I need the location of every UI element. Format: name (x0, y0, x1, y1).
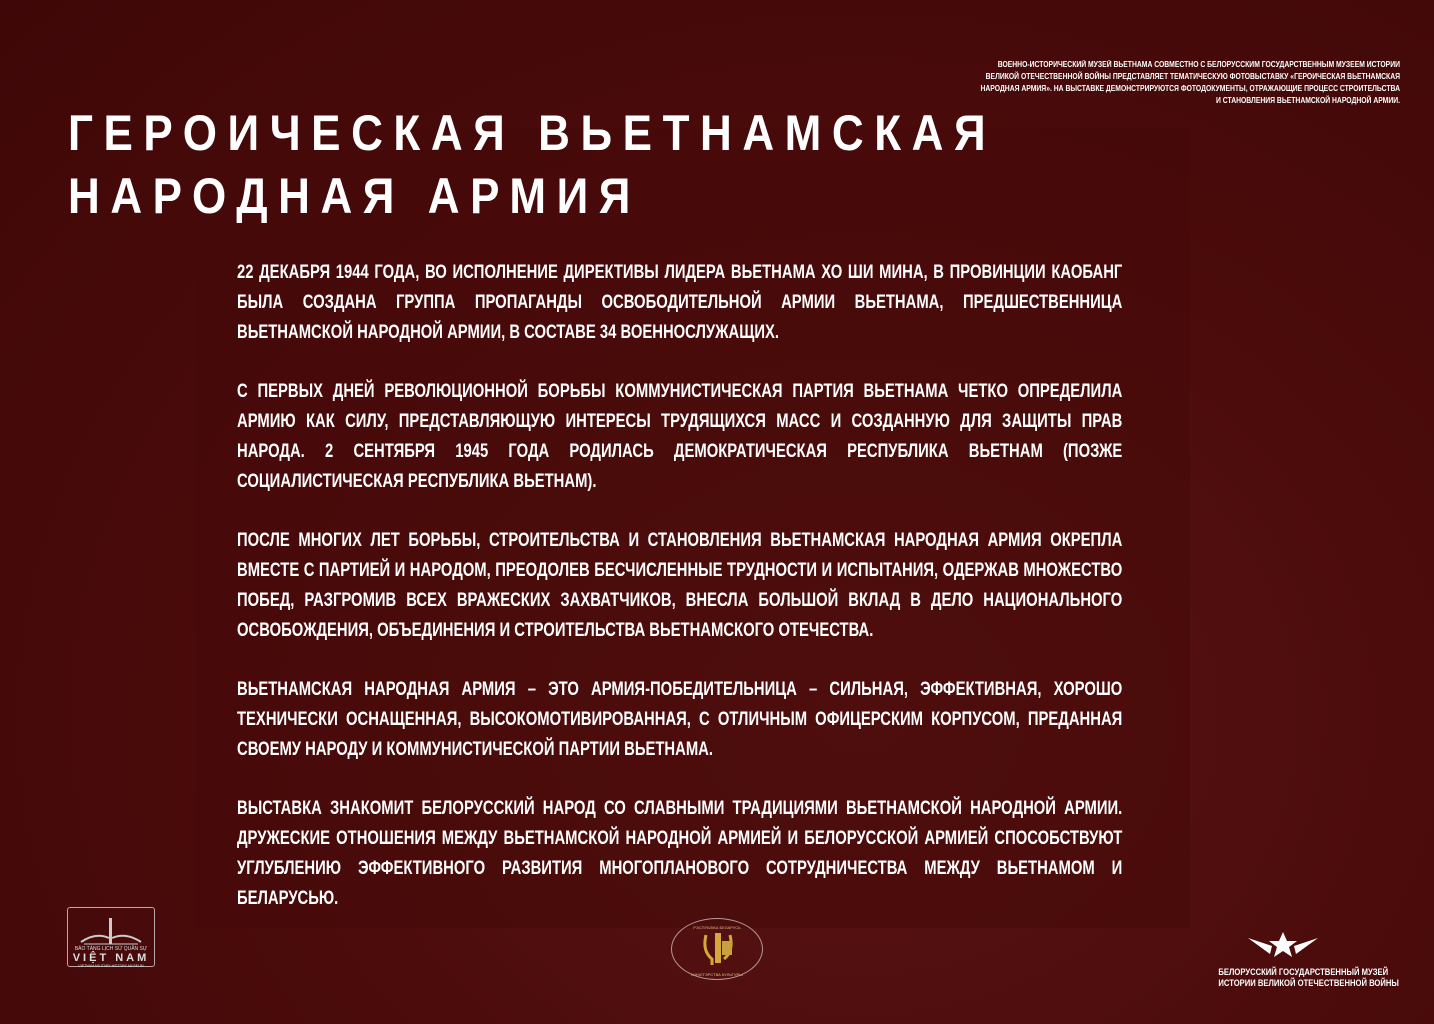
logo-bottom-text: МІНІСТЭРСТВА КУЛЬТУРЫ (691, 972, 743, 977)
logo-sub-text: VIETNAM MILITARY HISTORY MUSEUM (78, 964, 144, 968)
title-line-2: НАРОДНАЯ АРМИЯ (68, 168, 642, 224)
belarus-ww2-museum-logo (1207, 932, 1399, 989)
intro-text: ВОЕННО-ИСТОРИЧЕСКИЙ МУЗЕЙ ВЬЕТНАМА СОВМЕСТНО С БЕЛОРУССКИМ ГОСУДАРСТВЕННЫМ МУЗЕЕМ ИСТОРИИ ВЕЛИКОЙ ОТЕЧЕСТВЕННОЙ ВОЙНЫ ПРЕДСТАВЛЯЕТ ТЕМАТИЧЕСКУЮ ФОТОВЫСТАВКУ «ГЕРОИЧЕСКАЯ ВЬЕТНАМСКАЯ НАРОДНАЯ АРМИЯ». НА ВЫСТАВКЕ ДЕМОНСТРИРУЮТСЯ ФОТОДОКУМЕНТЫ, ОТРАЖАЮЩИЕ ПРОЦЕСС СТРОИТЕЛЬСТВА И СТАНОВЛЕНИЯ ВЬЕТНАМСКОЙ НАРОДНОЙ АРМИИ. (980, 60, 1400, 105)
monument-icon (76, 916, 146, 946)
paragraph: С ПЕРВЫХ ДНЕЙ РЕВОЛЮЦИОННОЙ БОРЬБЫ КОММУНИСТИЧЕСКАЯ ПАРТИЯ ВЬЕТНАМА ЧЕТКО ОПРЕДЕЛИЛА АРМИЮ КАК СИЛУ, ПРЕДСТАВЛЯЮЩУЮ ИНТЕРЕСЫ ТРУДЯЩИХСЯ МАСС И СОЗДАННУЮ ДЛЯ ЗАЩИТЫ ПРАВ НАРОДА. 2 СЕНТЯБРЯ 1945 ГОДА РОДИЛАСЬ ДЕМОКРАТИЧЕСКАЯ РЕСПУБЛИКА ВЬЕТНАМ (ПОЗЖЕ СОЦИАЛИСТИЧЕСКАЯ РЕСПУБЛИКА ВЬЕТНАМ). (237, 381, 1123, 492)
paragraph: ПОСЛЕ МНОГИХ ЛЕТ БОРЬБЫ, СТРОИТЕЛЬСТВА И СТАНОВЛЕНИЯ ВЬЕТНАМСКАЯ НАРОДНАЯ АРМИЯ ОКРЕПЛА ВМЕСТЕ С ПАРТИЕЙ И НАРОДОМ, ПРЕОДОЛЕВ БЕСЧИСЛЕННЫЕ ТРУДНОСТИ И ИСПЫТАНИЯ, ОДЕРЖАВ МНОЖЕСТВО ПОБЕД, РАЗГРОМИВ ВСЕХ ВРАЖЕСКИХ ЗАХВАТЧИКОВ, ВНЕСЛА БОЛЬШОЙ ВКЛАД В ДЕЛО НАЦИОНАЛЬНОГО ОСВОБОЖДЕНИЯ, ОБЪЕДИНЕНИЯ И СТРОИТЕЛЬСТВА ВЬЕТНАМСКОГО ОТЕЧЕСТВА. (237, 530, 1123, 641)
logo-top-text: BẢO TÀNG LỊCH SỬ QUÂN SỰ (74, 946, 148, 952)
logo-line-2: ИСТОРИИ ВЕЛИКОЙ ОТЕЧЕСТВЕННОЙ ВОЙНЫ (1218, 978, 1399, 988)
logo-name: VIỆT NAM (72, 952, 150, 964)
star-icon (1248, 932, 1318, 958)
ministry-of-culture-logo (671, 918, 763, 980)
paragraph: 22 ДЕКАБРЯ 1944 ГОДА, ВО ИСПОЛНЕНИЕ ДИРЕКТИВЫ ЛИДЕРА ВЬЕТНАМА ХО ШИ МИНА, В ПРОВИНЦИИ КАОБАНГ БЫЛА СОЗДАНА ГРУППА ПРОПАГАНДЫ ОСВОБОДИТЕЛЬНОЙ АРМИИ ВЬЕТНАМА, ПРЕДШЕСТВЕННИЦА ВЬЕТНАМСКОЙ НАРОДНОЙ АРМИИ, В СОСТАВЕ 34 ВОЕННОСЛУЖАЩИХ. (237, 262, 1123, 343)
paragraph: ВЫСТАВКА ЗНАКОМИТ БЕЛОРУССКИЙ НАРОД СО СЛАВНЫМИ ТРАДИЦИЯМИ ВЬЕТНАМСКОЙ НАРОДНОЙ АРМИИ. ДРУЖЕСКИЕ ОТНОШЕНИЯ МЕЖДУ ВЬЕТНАМСКОЙ НАРОДНОЙ АРМИЕЙ И БЕЛОРУССКОЙ АРМИЕЙ СПОСОБСТВУЮТ УГЛУБЛЕНИЮ ЭФФЕКТИВНОГО РАЗВИТИЯ МНОГОПЛАНОВОГО СОТРУДНИЧЕСТВА МЕЖДУ ВЬЕТНАМОМ И БЕЛАРУСЬЮ. (237, 798, 1123, 909)
lyre-icon (698, 931, 738, 967)
logo-line-1: БЕЛОРУССКИЙ ГОСУДАРСТВЕННЫЙ МУЗЕЙ (1218, 967, 1389, 977)
page-title (68, 102, 996, 228)
vietnam-military-museum-logo (67, 907, 155, 967)
title-line-1: ГЕРОИЧЕСКАЯ ВЬЕТНАМСКАЯ (68, 105, 997, 161)
logo-top-text: РЭСПУБЛІКА БЕЛАРУСЬ (693, 925, 741, 930)
paragraph: ВЬЕТНАМСКАЯ НАРОДНАЯ АРМИЯ – ЭТО АРМИЯ-ПОБЕДИТЕЛЬНИЦА – СИЛЬНАЯ, ЭФФЕКТИВНАЯ, ХОРОШО ТЕХНИЧЕСКИ ОСНАЩЕННАЯ, ВЫСОКОМОТИВИРОВАННАЯ, С ОТЛИЧНЫМ ОФИЦЕРСКИМ КОРПУСОМ, ПРЕДАННАЯ СВОЕМУ НАРОДУ И КОММУНИСТИЧЕСКОЙ ПАРТИИ ВЬЕТНАМА. (237, 679, 1123, 760)
body-text (237, 258, 1122, 943)
